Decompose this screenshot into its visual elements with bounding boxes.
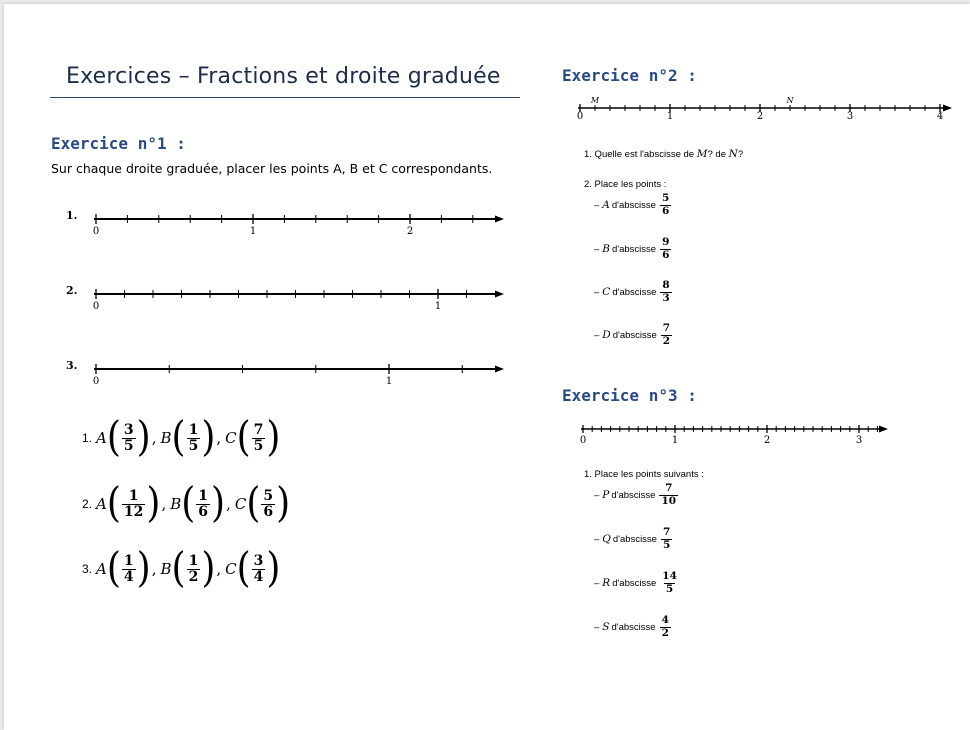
tick-label: 2 [763,435,771,446]
ex3-point-S: – S d'abscisse 4 2 [594,614,669,639]
tick-label: 1 [671,435,679,446]
fraction: 7 10 [661,482,677,507]
ex2-point-B: – B d'abscisse 9 6 [594,236,670,261]
ex2-point-D: – D d'abscisse 7 2 [594,322,671,347]
fraction: $\frac{3}{4}$ [253,552,264,585]
axis-arrow [943,105,952,112]
ex3-point-R: – R d'abscisse 14 5 [594,570,677,595]
fraction: $\frac{5}{6}$ [263,487,274,520]
tick-label: 2 [756,111,764,122]
fraction: 7 5 [662,526,671,551]
number-line-1 [84,204,504,238]
ex1-item-2: 2. A ( $\frac{1}{12}$ ) , B ( $\frac{1}{6}$ ) , C ( $\frac{5}{6}$ ) [82,479,291,527]
page-title: Exercices – Fractions et droite graduée [66,64,501,89]
tick-label: 0 [576,111,584,122]
fraction: $\frac{1}{4}$ [123,552,134,585]
exercise1-title: Exercice n°1 : [51,134,186,153]
ex2-point-C: – C d'abscisse 8 3 [594,279,670,304]
fraction: $\frac{1}{2}$ [188,552,199,585]
tick-label: 2 [406,226,414,237]
tick-label: 1 [434,301,442,312]
line2-label: 2. [66,284,78,297]
fraction: $\frac{3}{5}$ [123,421,134,454]
fraction: 7 2 [662,322,671,347]
number-line-ex2 [570,92,960,126]
line3-label: 3. [66,359,78,372]
tick-label: 0 [92,226,100,237]
ex3-point-Q: – Q d'abscisse 7 5 [594,526,671,551]
tick-label: 1 [385,376,393,387]
tick-label: 3 [846,111,854,122]
fraction: $\frac{1}{12}$ [123,487,144,520]
document-page [4,4,970,730]
fraction: $\frac{1}{5}$ [188,421,199,454]
tick-label: 1 [249,226,257,237]
ex3-point-P: – P d'abscisse 7 10 [594,482,677,507]
tick-label: 0 [92,301,100,312]
axis-arrow [495,366,504,373]
tick-label: 0 [579,435,587,446]
number-line-ex3 [570,415,890,449]
fraction: 14 5 [662,570,677,595]
axis-arrow [495,216,504,223]
point-N-label: N [786,96,794,105]
line1-label: 1. [66,209,78,222]
tick-label: 3 [855,435,863,446]
axis-arrow [495,291,504,298]
fraction: 5 6 [661,192,670,217]
point-M-label: M [590,96,600,105]
fraction: 9 6 [662,236,670,261]
ex1-item-1: 1. A ( $\frac{3}{5}$ ) , B ( $\frac{1}{5}$ ) , C ( $\frac{7}{5}$ ) [82,413,281,461]
ex2-question-2: 2. Place les points : [584,179,667,190]
tick-label: 1 [666,111,674,122]
number-line-2 [84,279,504,313]
ex2-point-A: – A d'abscisse 5 6 [594,192,670,217]
fraction: 8 3 [662,279,670,304]
tick-label: 0 [92,376,100,387]
title-underline [50,97,520,98]
exercise3-title: Exercice n°3 : [562,386,697,405]
tick-label: 4 [936,111,944,122]
ex2-question-1: 1. Quelle est l'abscisse de M? de N? [584,148,744,160]
exercise2-title: Exercice n°2 : [562,66,697,85]
fraction: $\frac{1}{6}$ [198,487,209,520]
fraction: $\frac{7}{5}$ [253,421,264,454]
ex3-question-1: 1. Place les points suivants : [584,469,704,480]
number-line-3 [84,354,504,388]
fraction: 4 2 [661,614,669,639]
exercise1-instruction: Sur chaque droite graduée, placer les points A, B et C correspondants. [51,161,493,176]
axis-arrow [879,426,888,433]
ex1-item-3: 3. A ( $\frac{1}{4}$ ) , B ( $\frac{1}{2}$ ) , C ( $\frac{3}{4}$ ) [82,544,281,592]
